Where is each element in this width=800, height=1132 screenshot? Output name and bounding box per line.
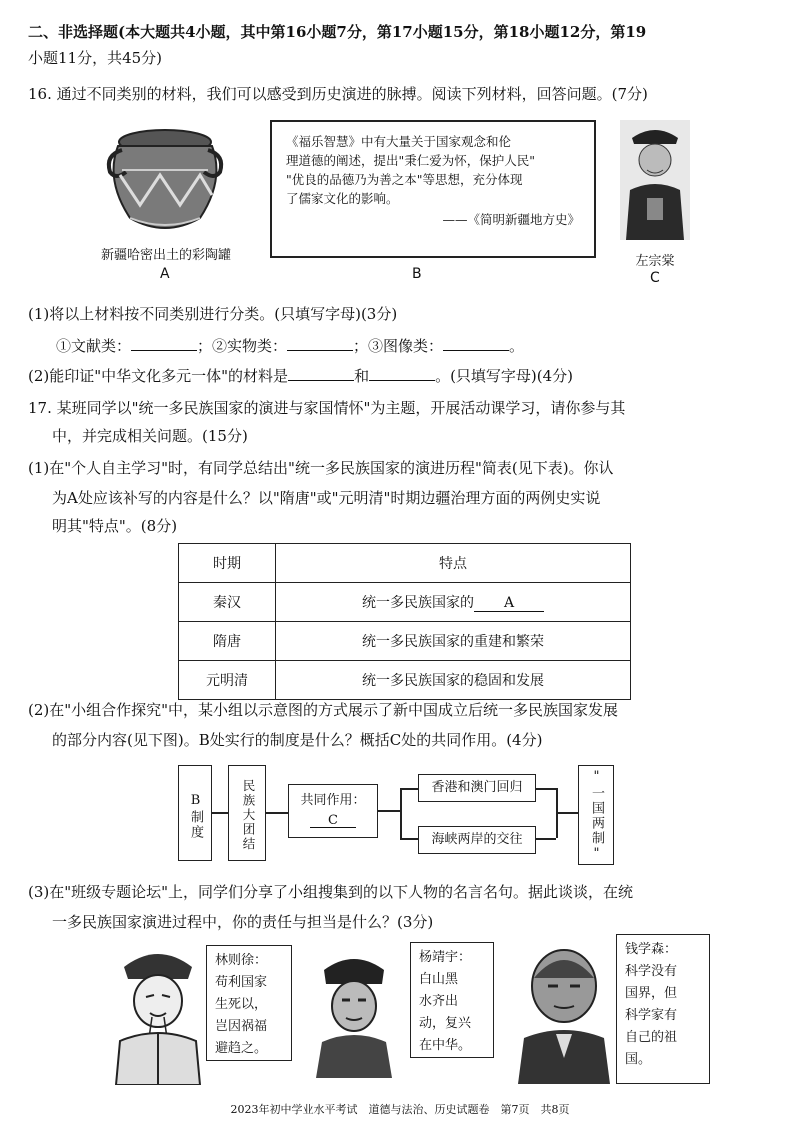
q17-p3-line2: 一多民族国家演进过程中，你的责任与担当是什么？(3分)	[52, 913, 434, 931]
q16-sub2-pre: (2)能印证"中华文化多元一体"的材料是	[28, 367, 289, 385]
material-a-letter: A	[160, 266, 170, 282]
diagram-one-country-box: "一国两制"	[578, 765, 614, 865]
q17-p1-line2: 为A处应该补写的内容是什么？以"隋唐"或"元明清"时期边疆治理方面的两例史实说	[52, 489, 601, 507]
quote-line: 生死以，	[215, 997, 268, 1012]
table-cell-period: 元明清	[179, 661, 276, 700]
q17-p2-line2: 的部分内容(见下图)。B处实行的制度是什么？概括C处的共同作用。(4分)	[52, 731, 543, 749]
material-c-letter: C	[650, 270, 660, 286]
material-b-line: 了儒家文化的影响。	[286, 191, 399, 206]
effect-label: 共同作用：	[300, 793, 366, 808]
q16-sub1-answer-line	[56, 334, 776, 358]
label-documents: ①文献类：	[56, 337, 132, 355]
material-b-line: 理道德的阐述，提出"秉仁爱为怀，保护人民"	[286, 153, 535, 168]
quote-line: 国界，但	[625, 986, 678, 1001]
connector-line	[400, 788, 418, 790]
connector-line	[378, 810, 400, 812]
material-c-caption: 左宗棠	[635, 254, 675, 269]
quote-line: 水齐出	[419, 994, 459, 1009]
qian-xuesen-portrait	[514, 938, 614, 1088]
evolution-table	[178, 543, 631, 700]
blank-a-letter: A	[503, 595, 515, 611]
q16-sub2	[28, 364, 776, 388]
table-header-cell: 时期	[179, 544, 276, 583]
q17-p2-line1: (2)在"小组合作探究"中，某小组以示意图的方式展示了新中国成立后统一多民族国家发展	[28, 701, 619, 719]
quote-line: 科学家有	[625, 1008, 678, 1023]
q16-sub2-mid: 和	[354, 367, 370, 385]
table-cell-feature	[276, 583, 631, 622]
diagram-unity-box: 民族大团结	[228, 765, 266, 861]
q16-sub1: (1)将以上材料按不同类别进行分类。(只填写字母)(3分)	[28, 305, 398, 323]
q17-p3-line1: (3)在"班级专题论坛"上，同学们分享了小组搜集到的以下人物的名言名句。据此谈谈，在统	[28, 883, 634, 901]
q17-p1-line3: 明其"特点"。(8分)	[52, 517, 178, 535]
table-cell-feature: 统一多民族国家的稳固和发展	[276, 661, 631, 700]
quote-line: 国。	[625, 1052, 652, 1067]
label-images: ；③图像类：	[353, 337, 444, 355]
quote-line: 岂因祸福	[215, 1019, 268, 1034]
answer-blank-objects[interactable]	[287, 334, 353, 351]
quote-line: 自己的祖	[625, 1030, 678, 1045]
q17-p1-line1: (1)在"个人自主学习"时，有同学总结出"统一多民族国家的演进历程"简表(见下表)。你认	[28, 459, 614, 477]
diagram-b-system-box: B制度	[178, 765, 212, 861]
connector-line	[212, 812, 228, 814]
material-b-source: ——《简明新疆地方史》	[442, 212, 580, 227]
quote-speaker: 林则徐：	[215, 953, 268, 968]
answer-blank-a[interactable]	[474, 595, 544, 612]
q17-stem-line1: 17. 某班同学以"统一多民族国家的演进与家国情怀"为主题，开展活动课学习，请你参与其	[28, 399, 626, 417]
effect-blank-c	[289, 811, 377, 831]
arrow-line	[556, 812, 578, 814]
material-b-line: 《福乐智慧》中有大量关于国家观念和伦	[286, 134, 512, 149]
connector-line	[536, 838, 556, 840]
arrow-line	[266, 812, 288, 814]
connector-line	[536, 788, 556, 790]
section-header-line2: 小题11分，共45分)	[28, 49, 163, 67]
quote-line: 避趋之。	[215, 1041, 268, 1056]
connector-line	[400, 838, 418, 840]
table-cell-period: 秦汉	[179, 583, 276, 622]
quote-line: 动，复兴	[419, 1016, 472, 1031]
diagram-strait-box: 海峡两岸的交往	[418, 826, 536, 854]
label-end: 。	[509, 337, 525, 355]
answer-blank-documents[interactable]	[131, 334, 197, 351]
table-row	[179, 583, 631, 622]
diagram-effect-box	[288, 784, 378, 838]
table-cell-period: 隋唐	[179, 622, 276, 661]
quote-box-yang-jingyu	[410, 942, 494, 1058]
zuo-zongtang-portrait	[620, 120, 690, 244]
page-footer: 2023年初中学业水平考试 道德与法治、历史试题卷 第7页 共8页	[230, 1103, 570, 1116]
quote-box-qian-xuesen	[616, 934, 710, 1084]
q17-stem-line2: 中，并完成相关问题。(15分)	[52, 427, 248, 445]
answer-blank-material1[interactable]	[288, 364, 354, 381]
quote-line: 苟利国家	[215, 975, 268, 990]
table-row	[179, 622, 631, 661]
quote-line: 科学没有	[625, 964, 678, 979]
answer-blank-images[interactable]	[443, 334, 509, 351]
label-objects: ；②实物类：	[197, 337, 288, 355]
feature-text: 统一多民族国家的	[362, 595, 474, 611]
quote-line: 白山黑	[419, 972, 459, 987]
quote-speaker: 杨靖宇：	[419, 950, 472, 965]
lin-zexu-portrait	[110, 945, 206, 1089]
effect-letter-c: C	[310, 811, 356, 828]
yang-jingyu-portrait	[312, 948, 396, 1082]
quote-box-lin-zexu	[206, 945, 292, 1061]
table-header-row	[179, 544, 631, 583]
material-b-letter: B	[412, 266, 422, 282]
material-b-textbox	[270, 120, 596, 258]
material-a-caption: 新疆哈密出土的彩陶罐	[100, 248, 231, 263]
answer-blank-material2[interactable]	[369, 364, 435, 381]
section-header-line1: 二、非选择题(本大题共4小题，其中第16小题7分，第17小题15分，第18小题12分，第19	[28, 23, 647, 41]
material-b-line: "优良的品德乃为善之本"等思想，充分体现	[286, 172, 523, 187]
quote-speaker: 钱学森：	[625, 942, 678, 957]
q16-sub2-post: 。(只填写字母)(4分)	[435, 367, 574, 385]
painted-pottery-jar-image	[100, 120, 230, 244]
connector-line	[400, 788, 402, 838]
quote-line: 在中华。	[419, 1038, 472, 1053]
table-cell-feature: 统一多民族国家的重建和繁荣	[276, 622, 631, 661]
table-row	[179, 661, 631, 700]
q16-stem: 16. 通过不同类别的材料，我们可以感受到历史演进的脉搏。阅读下列材料，回答问题。(7分)	[28, 85, 648, 103]
table-header-cell: 特点	[276, 544, 631, 583]
diagram-hk-macau-box: 香港和澳门回归	[418, 774, 536, 802]
